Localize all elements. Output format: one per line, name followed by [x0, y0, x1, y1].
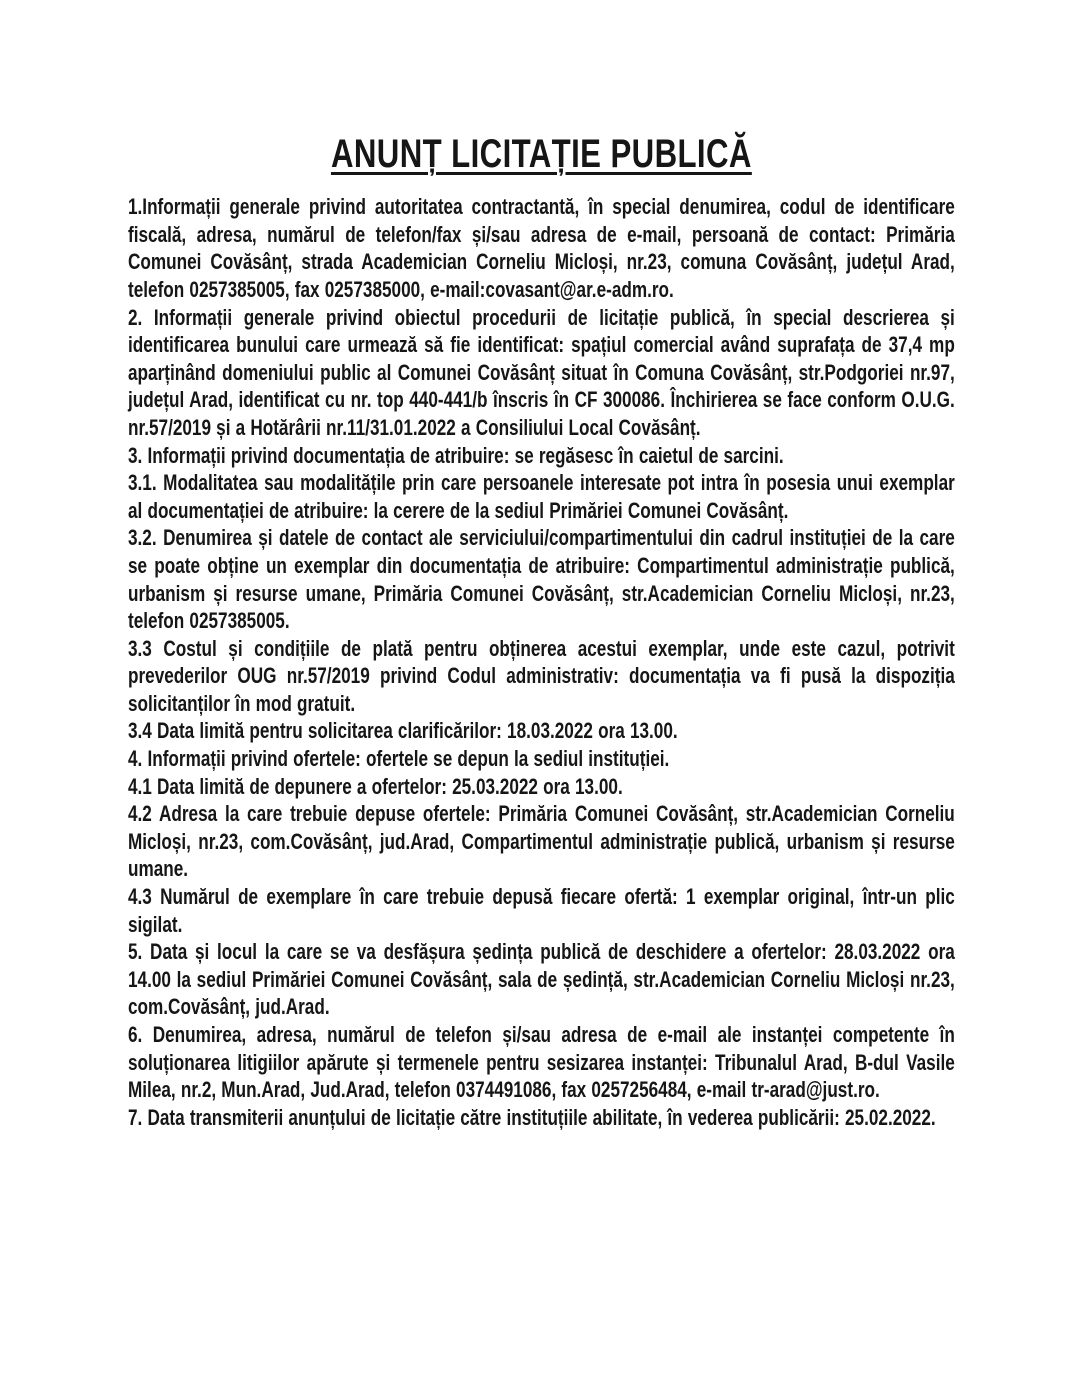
paragraph-1-contracting-authority: 1.Informații generale privind autoritatea contractantă, în special denumirea, codul de identificare fiscală, adresa, numărul de telefon/fax și/sau adresa de e-mail, persoană de contact: Primăria Comunei Covăsânț, strada Academician Corneliu Micloși, nr.23, comuna Covăsânț, județul Arad, telefon 0257385005, fax 0257385000, e-mail:covasant@ar.e-adm.ro. — [128, 194, 955, 302]
paragraph-3-1-documentation-access: 3.1. Modalitatea sau modalitățile prin care persoanele interesate pot intra în posesia unui exemplar al documentației de atribuire: la cerere de la sediul Primăriei Comunei Covăsânț. — [128, 470, 955, 523]
paragraph-3-award-documentation: 3. Informații privind documentația de atribuire: se regăsesc în caietul de sarcini. — [128, 442, 784, 468]
paragraph-2-auction-object: 2. Informații generale privind obiectul procedurii de licitație publică, în special descrierea și identificarea bunului care urmează să fie identificat: spațiul comercial având suprafața de 37,4 mp aparținând domeniului public al Comunei Covăsânț situat în Comuna Covăsânț, str.Podgoriei nr.97, județul Arad, identificat cu nr. top 440-441/b înscris în CF 300086. Închirierea se face conform O.U.G. nr.57/2019 și a Hotărârii nr.11/31.01.2022 a Consiliului Local Covăsânț. — [128, 304, 955, 440]
paragraph-4-offers-info: 4. Informații privind ofertele: ofertele se depun la sediul instituției. — [128, 746, 670, 772]
paragraph-6-competent-court: 6. Denumirea, adresa, numărul de telefon și/sau adresa de e-mail ale instanței competente în soluționarea litigiilor apărute și termenele pentru sesizarea instanței: Tribunalul Arad, B-dul Vasile Milea, nr.2, Mun.Arad, Jud.Arad, telefon 0374491086, fax 0257256484, e-mail tr-arad@just.ro. — [128, 1022, 955, 1103]
paragraph-3-3-payment-conditions: 3.3 Costul și condițiile de plată pentru obținerea acestui exemplar, unde este cazul, potrivit prevederilor OUG nr.57/2019 privind Codul administrativ: documentația va fi pusă la dispoziția solicitanților în mod gratuit. — [128, 635, 955, 716]
paragraph-4-3-copies-number: 4.3 Numărul de exemplare în care trebuie depusă fiecare ofertă: 1 exemplar original, într-un plic sigilat. — [128, 884, 955, 937]
paragraph-3-2-department-contact: 3.2. Denumirea și datele de contact ale serviciului/compartimentului din cadrul instituției de la care se poate obține un exemplar din documentația de atribuire: Compartimentul administrație publică, urbanism și resurse umane, Primăria Comunei Covăsânț, str.Academician Corneliu Micloși, nr.23, telefon 0257385005. — [128, 525, 955, 634]
paragraph-4-2-submission-address: 4.2 Adresa la care trebuie depuse ofertele: Primăria Comunei Covăsânț, str.Academician Corneliu Micloși, nr.23, com.Covăsânț, jud.Arad, Compartimentul administrație publică, urbanism și resurse umane. — [128, 801, 955, 882]
document-content — [128, 133, 955, 1131]
paragraph-5-opening-session: 5. Data și locul la care se va desfășura ședința publică de deschidere a ofertelor: 28.03.2022 ora 14.00 la sediul Primăriei Comunei Covăsânț, sala de ședință, str.Academician Corneliu Micloși nr.23, com.Covăsânț, jud.Arad. — [128, 939, 955, 1020]
document-title: ANUNȚ LICITAȚIE PUBLICĂ — [330, 132, 752, 176]
paragraph-7-transmission-date: 7. Data transmiterii anunțului de licitație către instituțiile abilitate, în vederea publicării: 25.02.2022. — [128, 1104, 936, 1130]
paragraph-4-1-submission-deadline: 4.1 Data limită de depunere a ofertelor: 25.03.2022 ora 13.00. — [128, 773, 623, 799]
paragraph-3-4-clarification-deadline: 3.4 Data limită pentru solicitarea clarificărilor: 18.03.2022 ora 13.00. — [128, 718, 678, 744]
